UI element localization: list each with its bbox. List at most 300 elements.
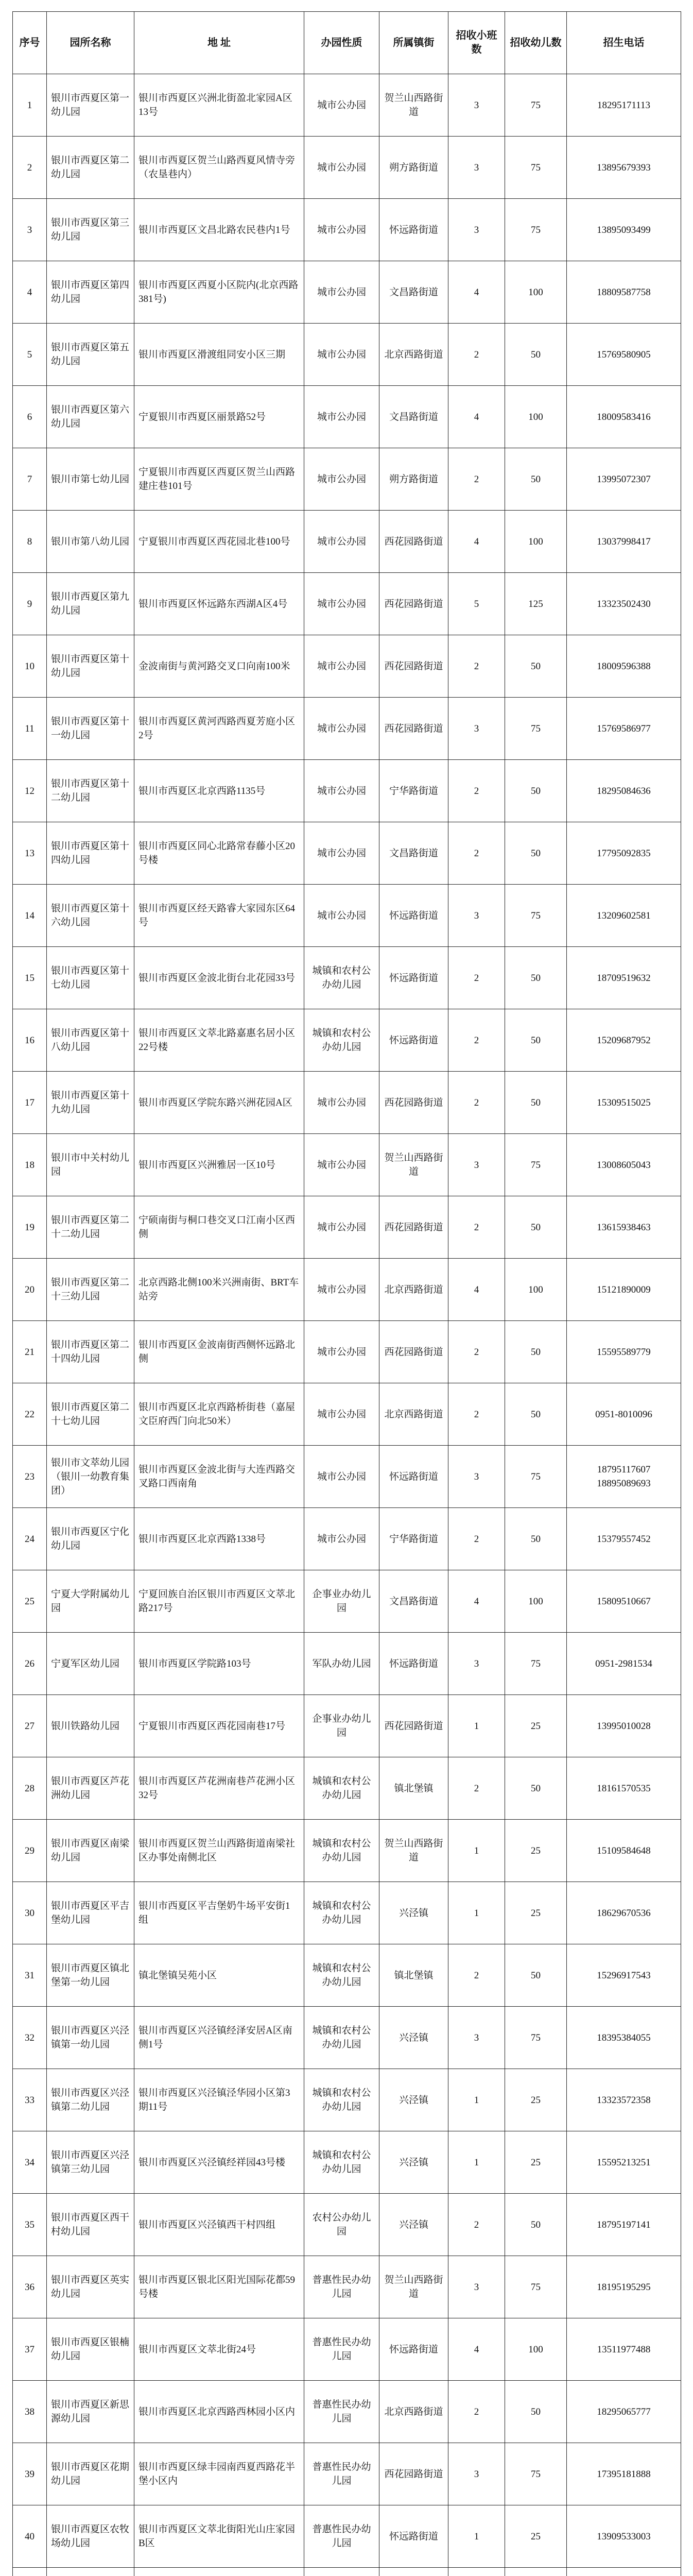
- cell-phone: 15379557452: [567, 1508, 681, 1570]
- cell-street: 西花园路街道: [379, 635, 448, 698]
- cell-street: 兴泾镇: [379, 2069, 448, 2131]
- cell-street: 西花园路街道: [379, 511, 448, 573]
- cell-street: 怀远路街道: [379, 199, 448, 261]
- cell-classes: 2: [448, 448, 505, 511]
- cell-name: 银川市西夏区第三幼儿园: [47, 199, 134, 261]
- header-address: 地 址: [134, 12, 304, 74]
- cell-classes: 2: [448, 2194, 505, 2256]
- cell-kids: 75: [505, 1633, 567, 1695]
- cell-index: 19: [13, 1196, 47, 1259]
- cell-classes: 2: [448, 2381, 505, 2443]
- cell-index: 29: [13, 1820, 47, 1882]
- cell-kids: 100: [505, 1259, 567, 1321]
- cell-address: 银川市西夏区兴泾镇泾华园小区第3期11号: [134, 2069, 304, 2131]
- cell-phone: 0951-8010096: [567, 1383, 681, 1446]
- cell-index: 16: [13, 1009, 47, 1072]
- cell-classes: 4: [448, 2318, 505, 2381]
- cell-classes: 3: [448, 137, 505, 199]
- cell-address: 银川市西夏区同心北路常春藤小区20号楼: [134, 822, 304, 885]
- cell-classes: 1: [448, 1695, 505, 1757]
- cell-address: 银川市西夏区北京西路西林园小区内: [134, 2381, 304, 2443]
- cell-type: 城市公办园: [304, 74, 379, 137]
- cell-kids: 50: [505, 947, 567, 1009]
- cell-street: 朔方路街道: [379, 137, 448, 199]
- cell-address: 银川市西夏区怀远路东西湖A区4号: [134, 573, 304, 635]
- cell-street: 文昌路街道: [379, 386, 448, 448]
- cell-kids: 75: [505, 137, 567, 199]
- table-row: [13, 1321, 681, 1383]
- table-row: [13, 137, 681, 199]
- cell-street: 西花园路街道: [379, 698, 448, 760]
- cell-kids: 25: [505, 1820, 567, 1882]
- cell-kids: 50: [505, 760, 567, 822]
- cell-address: 银川市西夏区银北区阳光国际花都59号楼: [134, 2256, 304, 2318]
- cell-classes: 4: [448, 386, 505, 448]
- cell-kids: 25: [505, 2069, 567, 2131]
- cell-type: 城市公办园: [304, 573, 379, 635]
- cell-index: 34: [13, 2131, 47, 2194]
- table-row: [13, 2069, 681, 2131]
- table-header-row: [13, 12, 681, 74]
- cell-street: 贺兰山西路街道: [379, 1134, 448, 1196]
- cell-address: 金波南街与黄河路交叉口向南100米: [134, 635, 304, 698]
- cell-name: 银川市文萃幼儿园（银川一幼教育集团）: [47, 1446, 134, 1508]
- cell-street: 怀远路街道: [379, 1633, 448, 1695]
- cell-street: 文昌路街道: [379, 261, 448, 324]
- cell-name: 银川市西夏区第二十二幼儿园: [47, 1196, 134, 1259]
- cell-kids: 25: [505, 2505, 567, 2568]
- cell-phone: 13615938463: [567, 1196, 681, 1259]
- cell-street: 朔方路街道: [379, 448, 448, 511]
- cell-street: 兴泾镇: [379, 2194, 448, 2256]
- cell-index: 23: [13, 1446, 47, 1508]
- cell-address: 银川市西夏区经天路睿大家园东区64号: [134, 885, 304, 947]
- cell-classes: 2: [448, 1944, 505, 2007]
- cell-kids: 125: [505, 573, 567, 635]
- table-row: [13, 1259, 681, 1321]
- cell-phone: 15296917543: [567, 1944, 681, 2007]
- cell-type: 城市公办园: [304, 448, 379, 511]
- cell-index: 22: [13, 1383, 47, 1446]
- cell-name: 银川市西夏区南梁幼儿园: [47, 1820, 134, 1882]
- table-row: [13, 199, 681, 261]
- cell-classes: 2: [448, 1383, 505, 1446]
- cell-phone: 15595213251: [567, 2131, 681, 2194]
- cell-name: 银川市西夏区银楠幼儿园: [47, 2318, 134, 2381]
- table-row: [13, 1882, 681, 1944]
- cell-street: 北京西路街道: [379, 1259, 448, 1321]
- cell-phone: 15769580905: [567, 324, 681, 386]
- cell-type: 城市公办园: [304, 1508, 379, 1570]
- table-row: [13, 1570, 681, 1633]
- cell-address: 银川市西夏区贺兰山西路街道南梁社区办事处南侧北区: [134, 1820, 304, 1882]
- cell-type: 城镇和农村公办幼儿园: [304, 2131, 379, 2194]
- cell-index: 30: [13, 1882, 47, 1944]
- cell-address: 银川市西夏区芦花洲南巷芦花洲小区32号: [134, 1757, 304, 1820]
- cell-address: 银川市西夏区北京西路桥街巷（嘉屋文臣府西门向北50米）: [134, 1383, 304, 1446]
- cell-phone: 13323572358: [567, 2069, 681, 2131]
- cell-classes: 2: [448, 1508, 505, 1570]
- cell-street: 北京西路街道: [379, 324, 448, 386]
- cell-classes: 3: [448, 1446, 505, 1508]
- table-row: [13, 1695, 681, 1757]
- cell-type: 城市公办园: [304, 1446, 379, 1508]
- cell-phone: 17795092835: [567, 822, 681, 885]
- cell-name: 银川市西夏区第一幼儿园: [47, 74, 134, 137]
- cell-address: 银川市西夏区学院东路兴洲花园A区: [134, 1072, 304, 1134]
- cell-street: 兴泾镇: [379, 1882, 448, 1944]
- header-name: 园所名称: [47, 12, 134, 74]
- cell-type: 城市公办园: [304, 1321, 379, 1383]
- cell-classes: 3: [448, 1134, 505, 1196]
- cell-phone: 13323502430: [567, 573, 681, 635]
- header-street: 所属镇街: [379, 12, 448, 74]
- cell-type: 城市公办园: [304, 199, 379, 261]
- cell-classes: 1: [448, 2505, 505, 2568]
- cell-street: 贺兰山西路街道: [379, 74, 448, 137]
- cell-type: 普惠性民办幼儿园: [304, 2256, 379, 2318]
- cell-name: 银川市西夏区宁化幼儿园: [47, 1508, 134, 1570]
- cell-type: 城镇和农村公办幼儿园: [304, 1944, 379, 2007]
- table-row: [13, 698, 681, 760]
- cell-index: 24: [13, 1508, 47, 1570]
- cell-index: 14: [13, 885, 47, 947]
- cell-street: 西花园路街道: [379, 2443, 448, 2505]
- cell-kids: 50: [505, 1757, 567, 1820]
- cell-type: 城市公办园: [304, 324, 379, 386]
- cell-type: 农村公办幼儿园: [304, 2194, 379, 2256]
- cell-address: 银川市西夏区贺兰山路西夏风情寺旁（农垦巷内）: [134, 137, 304, 199]
- cell-phone: 18295171113: [567, 74, 681, 137]
- cell-phone: 18295084636: [567, 760, 681, 822]
- cell-kids: 50: [505, 1321, 567, 1383]
- cell-classes: 2: [448, 1196, 505, 1259]
- cell-phone: 13008605043: [567, 1134, 681, 1196]
- cell-phone: 18795117607 18895089693: [567, 1446, 681, 1508]
- cell-phone: 15109584648: [567, 1820, 681, 1882]
- cell-classes: 3: [448, 885, 505, 947]
- cell-classes: 2: [448, 1757, 505, 1820]
- cell-name: 银川市西夏区兴泾镇第二幼儿园: [47, 2069, 134, 2131]
- cell-name: 银川市西夏区第九幼儿园: [47, 573, 134, 635]
- cell-name: 银川市西夏区兴泾镇第一幼儿园: [47, 2007, 134, 2069]
- cell-index: 26: [13, 1633, 47, 1695]
- cell-index: 9: [13, 573, 47, 635]
- table-row: [13, 511, 681, 573]
- cell-phone: 13895093499: [567, 199, 681, 261]
- cell-type: 军队办幼儿园: [304, 1633, 379, 1695]
- cell-type: 普惠性民办幼儿园: [304, 2381, 379, 2443]
- cell-type: 城镇和农村公办幼儿园: [304, 1757, 379, 1820]
- cell-index: 4: [13, 261, 47, 324]
- cell-phone: 17395181888: [567, 2443, 681, 2505]
- cell-address: 宁硕南街与桐口巷交叉口江南小区西侧: [134, 1196, 304, 1259]
- cell-index: 28: [13, 1757, 47, 1820]
- cell-type: 城市公办园: [304, 635, 379, 698]
- cell-type: 城镇和农村公办幼儿园: [304, 2069, 379, 2131]
- table-row: [13, 635, 681, 698]
- table-row: [13, 448, 681, 511]
- cell-address: 银川市西夏区文萃北路嘉惠名居小区22号楼: [134, 1009, 304, 1072]
- table-row: [13, 822, 681, 885]
- table-row: [13, 2568, 681, 2576]
- table-row: [13, 324, 681, 386]
- table-row: [13, 1134, 681, 1196]
- cell-type: 城市公办园: [304, 885, 379, 947]
- cell-type: 城市公办园: [304, 822, 379, 885]
- table-row: [13, 1009, 681, 1072]
- cell-kids: 50: [505, 448, 567, 511]
- cell-index: 36: [13, 2256, 47, 2318]
- cell-phone: 15309515025: [567, 1072, 681, 1134]
- cell-kids: 25: [505, 1695, 567, 1757]
- cell-street: 镇北堡镇: [379, 1944, 448, 2007]
- cell-street: 怀远路街道: [379, 885, 448, 947]
- cell-address: 银川市西夏区黄河西路西夏芳庭小区2号: [134, 698, 304, 760]
- cell-address: 银川市西夏区文萃北街24号: [134, 2318, 304, 2381]
- cell-kids: 50: [505, 1196, 567, 1259]
- cell-address: 宁夏回族自治区银川市西夏区文萃北路217号: [134, 1570, 304, 1633]
- cell-kids: 50: [505, 822, 567, 885]
- table-row: [13, 1508, 681, 1570]
- cell-phone: 18009583416: [567, 386, 681, 448]
- cell-classes: 3: [448, 2256, 505, 2318]
- cell-classes: 1: [448, 2069, 505, 2131]
- cell-address: 宁夏银川市西夏区西夏区贺兰山西路建庄巷101号: [134, 448, 304, 511]
- cell-classes: 3: [448, 1633, 505, 1695]
- cell-kids: 75: [505, 199, 567, 261]
- table-row: [13, 2131, 681, 2194]
- cell-name: 银川市第八幼儿园: [47, 511, 134, 573]
- cell-index: 40: [13, 2505, 47, 2568]
- cell-kids: 50: [505, 2194, 567, 2256]
- cell-name: 银川市西夏区兴泾镇第三幼儿园: [47, 2131, 134, 2194]
- table-row: [13, 1757, 681, 1820]
- cell-type: 城市公办园: [304, 1383, 379, 1446]
- cell-kids: 50: [505, 1944, 567, 2007]
- cell-street: 北京西路街道: [379, 1383, 448, 1446]
- cell-street: 怀远路街道: [379, 2318, 448, 2381]
- table-row: [13, 1196, 681, 1259]
- cell-index: 3: [13, 199, 47, 261]
- table-row: [13, 760, 681, 822]
- cell-index: 37: [13, 2318, 47, 2381]
- cell-type: 普惠性民办幼儿园: [304, 2505, 379, 2568]
- cell-name: 银川市西夏区第五幼儿园: [47, 324, 134, 386]
- cell-address: 宁夏银川市西夏区丽景路52号: [134, 386, 304, 448]
- cell-index: 25: [13, 1570, 47, 1633]
- cell-type: 城镇和农村公办幼儿园: [304, 2007, 379, 2069]
- cell-street: 西花园路街道: [379, 1695, 448, 1757]
- cell-kids: 50: [505, 1383, 567, 1446]
- cell-address: 银川市西夏区滑渡组同安小区三期: [134, 324, 304, 386]
- cell-phone: 15595589779: [567, 1321, 681, 1383]
- cell-street: 怀远路街道: [379, 2505, 448, 2568]
- cell-classes: 2: [448, 1072, 505, 1134]
- cell-index: 8: [13, 511, 47, 573]
- cell-phone: 15809510667: [567, 1570, 681, 1633]
- cell-name: 银川市西夏区第十四幼儿园: [47, 822, 134, 885]
- cell-address: 银川市西夏区兴泾镇经泽安居A区南侧1号: [134, 2007, 304, 2069]
- cell-index: [13, 2568, 47, 2576]
- cell-name: 银川市西夏区第六幼儿园: [47, 386, 134, 448]
- cell-classes: 2: [448, 822, 505, 885]
- cell-kids: 100: [505, 261, 567, 324]
- cell-classes: 5: [448, 573, 505, 635]
- table-row: [13, 2505, 681, 2568]
- cell-kids: 75: [505, 885, 567, 947]
- cell-address: 镇北堡镇吴苑小区: [134, 1944, 304, 2007]
- cell-name: 银川市西夏区第十一幼儿园: [47, 698, 134, 760]
- cell-address: 银川市西夏区兴泾镇西干村四组: [134, 2194, 304, 2256]
- cell-name: 银川市西夏区英实幼儿园: [47, 2256, 134, 2318]
- cell-classes: 3: [448, 199, 505, 261]
- cell-index: 32: [13, 2007, 47, 2069]
- table-row: [13, 885, 681, 947]
- cell-street: 镇北堡镇: [379, 1757, 448, 1820]
- table-row: [13, 1072, 681, 1134]
- cell-address: 银川市西夏区北京西路1338号: [134, 1508, 304, 1570]
- cell-address: 银川市西夏区绿丰园南西夏西路花半堡小区内: [134, 2443, 304, 2505]
- cell-street: 贺兰山西路街道: [379, 1820, 448, 1882]
- cell-phone: 15121890009: [567, 1259, 681, 1321]
- cell-address: 银川市西夏区金波北街与大连西路交叉路口西南角: [134, 1446, 304, 1508]
- cell-address: 银川市西夏区学院路103号: [134, 1633, 304, 1695]
- table-row: [13, 386, 681, 448]
- cell-index: 35: [13, 2194, 47, 2256]
- cell-phone: [567, 2568, 681, 2576]
- cell-classes: 4: [448, 1259, 505, 1321]
- cell-street: 宁华路街道: [379, 1508, 448, 1570]
- cell-address: [134, 2568, 304, 2576]
- cell-index: 2: [13, 137, 47, 199]
- cell-name: 银川市西夏区第十七幼儿园: [47, 947, 134, 1009]
- cell-name: 银川市西夏区镇北堡第一幼儿园: [47, 1944, 134, 2007]
- cell-index: 5: [13, 324, 47, 386]
- enrollment-table-page: [12, 11, 681, 2576]
- cell-index: 6: [13, 386, 47, 448]
- cell-classes: 2: [448, 947, 505, 1009]
- cell-kids: [505, 2568, 567, 2576]
- cell-index: 27: [13, 1695, 47, 1757]
- cell-address: 北京西路北侧100米兴洲南街、BRT车站旁: [134, 1259, 304, 1321]
- cell-name: 银川市西夏区第十八幼儿园: [47, 1009, 134, 1072]
- cell-index: 31: [13, 1944, 47, 2007]
- cell-phone: 13037998417: [567, 511, 681, 573]
- cell-classes: 1: [448, 1882, 505, 1944]
- cell-name: 银川市西夏区第二十四幼儿园: [47, 1321, 134, 1383]
- cell-name: 银川市西夏区新思源幼儿园: [47, 2381, 134, 2443]
- cell-classes: 3: [448, 74, 505, 137]
- cell-address: 银川市西夏区金波南街西侧怀远路北侧: [134, 1321, 304, 1383]
- cell-classes: 4: [448, 511, 505, 573]
- cell-kids: 50: [505, 2381, 567, 2443]
- cell-type: 城市公办园: [304, 760, 379, 822]
- cell-index: 17: [13, 1072, 47, 1134]
- cell-phone: 18395384055: [567, 2007, 681, 2069]
- table-row: [13, 2194, 681, 2256]
- cell-kids: 75: [505, 2443, 567, 2505]
- cell-index: 39: [13, 2443, 47, 2505]
- table-row: [13, 1944, 681, 2007]
- table-row: [13, 947, 681, 1009]
- cell-address: 银川市西夏区金波北街台北花园33号: [134, 947, 304, 1009]
- table-row: [13, 573, 681, 635]
- cell-name: 银川市西夏区芦花洲幼儿园: [47, 1757, 134, 1820]
- cell-address: 银川市西夏区兴洲北街盈北家园A区13号: [134, 74, 304, 137]
- cell-name: 银川市西夏区花期幼儿园: [47, 2443, 134, 2505]
- cell-phone: 18195195295: [567, 2256, 681, 2318]
- cell-classes: 4: [448, 261, 505, 324]
- cell-classes: 2: [448, 760, 505, 822]
- cell-classes: 3: [448, 698, 505, 760]
- cell-kids: 100: [505, 511, 567, 573]
- cell-name: 宁夏军区幼儿园: [47, 1633, 134, 1695]
- cell-type: 城市公办园: [304, 1259, 379, 1321]
- cell-type: 城镇和农村公办幼儿园: [304, 1009, 379, 1072]
- cell-phone: 0951-2981534: [567, 1633, 681, 1695]
- header-kids: 招收幼儿数: [505, 12, 567, 74]
- cell-phone: 13209602581: [567, 885, 681, 947]
- cell-name: 宁夏大学附属幼儿园: [47, 1570, 134, 1633]
- cell-index: 33: [13, 2069, 47, 2131]
- cell-phone: 18809587758: [567, 261, 681, 324]
- cell-address: 银川市西夏区平吉堡奶牛场平安街1组: [134, 1882, 304, 1944]
- cell-index: 13: [13, 822, 47, 885]
- header-index: 序号: [13, 12, 47, 74]
- cell-classes: 1: [448, 2131, 505, 2194]
- cell-kids: 25: [505, 1882, 567, 1944]
- cell-kids: 100: [505, 2318, 567, 2381]
- cell-street: 西花园路街道: [379, 1072, 448, 1134]
- kindergarten-enrollment-table: [12, 11, 681, 2576]
- cell-street: 西花园路街道: [379, 573, 448, 635]
- cell-address: 宁夏银川市西夏区西花园北巷100号: [134, 511, 304, 573]
- cell-index: 18: [13, 1134, 47, 1196]
- cell-phone: 15769586977: [567, 698, 681, 760]
- cell-name: 银川铁路幼儿园: [47, 1695, 134, 1757]
- table-row: [13, 1446, 681, 1508]
- cell-street: 文昌路街道: [379, 822, 448, 885]
- cell-classes: 2: [448, 1321, 505, 1383]
- cell-kids: 50: [505, 1009, 567, 1072]
- cell-name: 银川市西夏区第二十三幼儿园: [47, 1259, 134, 1321]
- cell-name: 银川市西夏区第四幼儿园: [47, 261, 134, 324]
- cell-phone: 13895679393: [567, 137, 681, 199]
- cell-address: 银川市西夏区兴泾镇经祥园43号楼: [134, 2131, 304, 2194]
- cell-type: 企事业办幼儿园: [304, 1695, 379, 1757]
- cell-street: 怀远路街道: [379, 1009, 448, 1072]
- cell-name: 银川市西夏区第十六幼儿园: [47, 885, 134, 947]
- cell-phone: 18295065777: [567, 2381, 681, 2443]
- cell-index: 15: [13, 947, 47, 1009]
- cell-kids: 25: [505, 2131, 567, 2194]
- table-row: [13, 74, 681, 137]
- cell-address: 银川市西夏区兴洲雅居一区10号: [134, 1134, 304, 1196]
- cell-street: 贺兰山西路街道: [379, 2256, 448, 2318]
- cell-classes: 4: [448, 1570, 505, 1633]
- cell-classes: 1: [448, 1820, 505, 1882]
- cell-address: 宁夏银川市西夏区西花园南巷17号: [134, 1695, 304, 1757]
- cell-street: 兴泾镇: [379, 2007, 448, 2069]
- cell-kids: 100: [505, 386, 567, 448]
- cell-index: 12: [13, 760, 47, 822]
- cell-classes: 2: [448, 635, 505, 698]
- cell-kids: 50: [505, 1508, 567, 1570]
- cell-address: 银川市西夏区北京西路1135号: [134, 760, 304, 822]
- cell-type: 城市公办园: [304, 1134, 379, 1196]
- table-row: [13, 2256, 681, 2318]
